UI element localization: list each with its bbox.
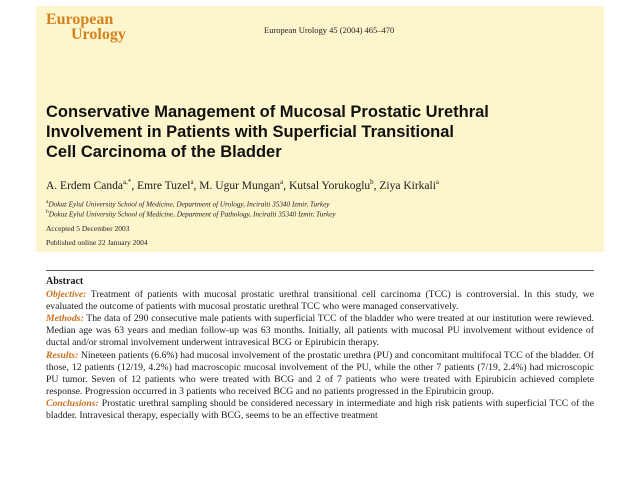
section-label: Methods: [46,313,84,325]
author-separator: , [193,179,200,192]
author[interactable] [137,180,199,192]
section-label: Conclusions: [46,397,99,409]
affiliation-text: Dokuz Eylul University School of Medicine, Department of Pathology, Inciralti 35340 Izmir, Turkey [48,210,336,219]
affiliation-text: Dokuz Eylul University School of Medicine, Department of Urology, Inciralti 35340 Izmir, Turkey [48,200,330,209]
journal-citation: European Urology 45 (2004) 465–470 [264,25,395,35]
section-text: Treatment of patients with mucosal prostatic urethral transitional cell carcinoma (TCC) is controversial. In this study, we evaluated the outcome of patients with mucosal prostatic urethral TCC who were managed conservatively. [46,289,594,313]
abstract-paragraph [46,313,594,349]
author-separator: , [131,179,138,192]
abstract-paragraph [46,289,594,313]
article-header [36,6,604,252]
published-date: Published online 22 January 2004 [46,238,148,247]
accepted-date: Accepted 5 December 2003 [46,224,130,233]
journal-logo[interactable] [46,12,126,42]
author[interactable] [199,180,289,192]
title-line: Conservative Management of Mucosal Prostatic Urethral [46,103,489,121]
section-divider [46,270,594,271]
author-list [46,178,439,192]
article-title [46,102,594,162]
author-affiliation-mark: a [190,178,194,186]
author-name: M. Ugur Mungan [199,179,281,192]
abstract-paragraph [46,398,594,422]
abstract [46,276,594,422]
author[interactable] [379,180,439,192]
section-text: Prostatic urethral sampling should be considered necessary in intermediate and high risk patients with superficial TCC of the bladder. Intravesical therapy, especially with BCG, seems to be an effective treatment [46,397,594,422]
affiliation-mark: b [46,209,49,215]
affiliation-mark: a [46,199,49,205]
affiliation [46,209,336,218]
logo-line-2: Urology [71,26,126,43]
author-separator: , [373,179,380,192]
author-name: A. Erdem Canda [46,179,123,192]
author-affiliation-mark: a [435,178,440,186]
author-affiliation-mark: a [280,178,284,186]
section-label: Results: [46,349,79,361]
title-line: Cell Carcinoma of the Bladder [46,143,282,161]
logo-line-1: European [46,11,114,28]
author-name: Kutsal Yorukoglu [288,179,371,192]
abstract-heading: Abstract [46,276,84,287]
abstract-paragraph [46,350,594,398]
author-name: Ziya Kirkali [379,179,436,192]
author-name: Emre Tuzel [137,179,191,192]
title-line: Involvement in Patients with Superficial Transitional [46,123,455,141]
author[interactable] [289,180,379,192]
section-label: Objective: [46,289,87,301]
affiliation [46,199,329,208]
author[interactable] [46,180,137,192]
author-separator: , [283,179,289,192]
author-affiliation-mark: a,* [122,178,132,186]
section-text: Nineteen patients (6.6%) had mucosal involvement of the prostatic urethra (PU) and concomitant multifocal TCC of the bladder. Of those, 12 patients (12/19, 4.2%) had macroscopic mucosal involvement of the PU, while the other 7 patients (7/19, 2.4%) had microscopic PU tumor. Seven of 12 patients who were treated with BCG and 2 of 7 patients who were treated with Epirubicin achieved complete response. Progression occurred in 3 patients who received BCG and no patients progressed in the Epirubicin group. [46,349,594,397]
author-affiliation-mark: b [370,178,374,186]
section-text: The data of 290 consecutive male patients with superficial TCC of the bladder who were treated at our institution were rewieved. Median age was 63 years and median follow-up was 63 months. Initially, all patients with mucosal PU involvement without evidence of ductal and/or stromal involvement underwent intravesical BCG or Epirubicin therapy. [46,313,594,349]
